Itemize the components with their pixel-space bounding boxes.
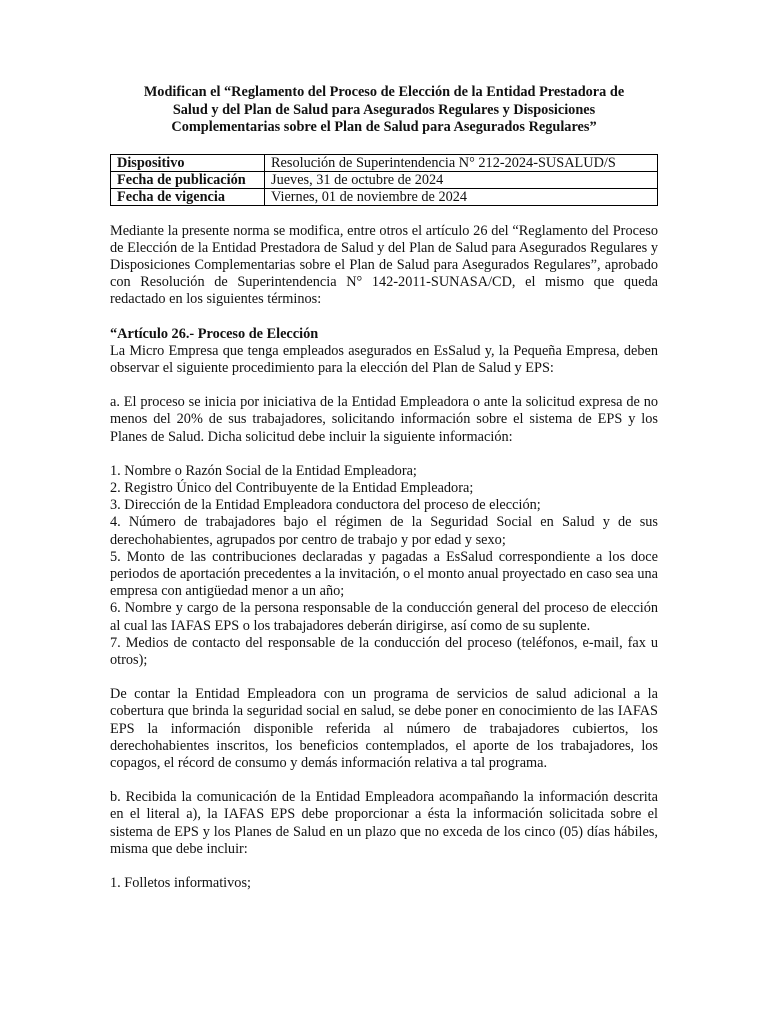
list-a: [110, 463, 658, 669]
metadata-value: Jueves, 31 de octubre de 2024: [265, 171, 658, 188]
list-item: 1. Nombre o Razón Social de la Entidad Empleadora;: [110, 462, 417, 479]
metadata-label: Fecha de publicación: [111, 171, 265, 188]
metadata-label: Fecha de vigencia: [111, 188, 265, 205]
paragraph-a: a. El proceso se inicia por iniciativa de la Entidad Empleadora o ante la solicitud expresa de no menos del 20% de sus trabajadores, solicitando información sobre el sistema de EPS y los Planes de Salud. Dicha solicitud debe incluir la siguiente información:: [110, 394, 658, 445]
table-row: [111, 188, 658, 205]
table-row: [111, 171, 658, 188]
intro-paragraph: Mediante la presente norma se modifica, entre otros el artículo 26 del “Reglamento del Proceso de Elección de la Entidad Prestadora de Salud y del Plan de Salud para Asegurados Regulares y Disposiciones Complementarias sobre el Plan de Salud para Asegurados Regulares”, aprobado con Resolución de Superintendencia N° 142-2011-SUNASA/CD, el mismo que queda redactado en los siguientes términos:: [110, 222, 658, 308]
list-item: 5. Monto de las contribuciones declaradas y pagadas a EsSalud correspondiente a los doce periodos de aportación precedentes a la invitación, o el monto anual proyectado en caso sea una empresa con antigüedad menor a un año;: [110, 548, 658, 600]
list-item: 1. Folletos informativos;: [110, 875, 251, 891]
title-line: Salud y del Plan de Salud para Asegurados Regulares y Disposiciones: [172, 101, 596, 118]
list-item: 7. Medios de contacto del responsable de la conducción del proceso (teléfonos, e-mail, fax u otros);: [110, 634, 658, 668]
metadata-value: Viernes, 01 de noviembre de 2024: [265, 188, 658, 205]
additional-program-paragraph: De contar la Entidad Empleadora con un programa de servicios de salud adicional a la cobertura que brinda la seguridad social en salud, se debe poner en conocimiento de las IAFAS EPS la información disponible referida al número de trabajadores cubiertos, los derechohabientes inscritos, los beneficios contemplados, el aporte de los trabajadores, los copagos, el récord de consumo y demás información relativa a tal programa.: [110, 686, 658, 771]
list-b: [110, 875, 658, 892]
metadata-value: Resolución de Superintendencia N° 212-2024-SUSALUD/S: [265, 154, 658, 171]
list-item: 4. Número de trabajadores bajo el régimen de la Seguridad Social en Salud y de sus derechohabientes, agrupados por centro de trabajo y por edad y sexo;: [110, 514, 658, 548]
metadata-table: [110, 154, 658, 206]
title-line: Complementarias sobre el Plan de Salud para Asegurados Regulares”: [171, 119, 597, 135]
table-row: [111, 154, 658, 171]
paragraph-b: b. Recibida la comunicación de la Entidad Empleadora acompañando la información descrita en el literal a), la IAFAS EPS debe proporcionar a ésta la información solicitada sobre el sistema de EPS y los Planes de Salud en un plazo que no exceda de los cinco (05) días hábiles, misma que debe incluir:: [110, 789, 658, 857]
list-item: 3. Dirección de la Entidad Empleadora conductora del proceso de elección;: [110, 497, 541, 514]
title-line: Modifican el “Reglamento del Proceso de Elección de la Entidad Prestadora de: [143, 84, 625, 100]
document-title: [110, 84, 658, 137]
list-item: 6. Nombre y cargo de la persona responsable de la conducción general del proceso de elección al cual las IAFAS EPS o los trabajadores deberán dirigirse, así como de su suplente.: [110, 600, 658, 634]
article-intro-paragraph: La Micro Empresa que tenga empleados asegurados en EsSalud y, la Pequeña Empresa, deben observar el siguiente procedimiento para la elección del Plan de Salud y EPS:: [110, 342, 658, 376]
metadata-label: Dispositivo: [111, 154, 265, 171]
article-heading: “Artículo 26.- Proceso de Elección: [110, 325, 319, 342]
list-item: 2. Registro Único del Contribuyente de la Entidad Empleadora;: [110, 479, 474, 496]
document-page: [110, 84, 658, 892]
